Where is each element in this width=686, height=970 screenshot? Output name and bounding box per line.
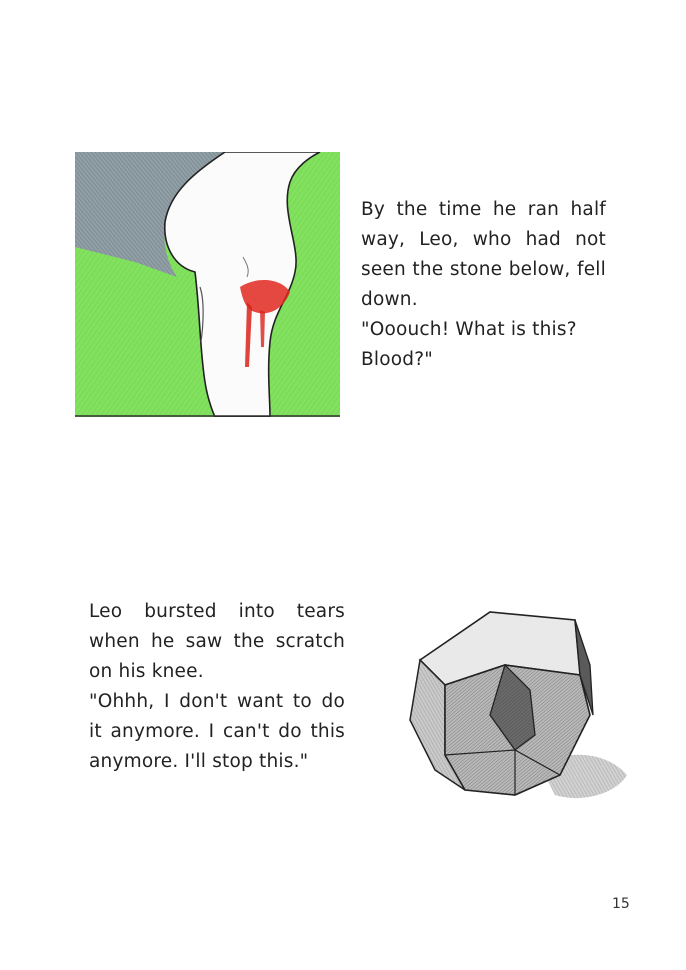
paragraph-2-line: anymore. I'll stop this."	[89, 751, 309, 772]
page-number: 15	[612, 896, 630, 912]
paragraph-1-line: seen the stone below, fell	[361, 259, 606, 280]
paragraph-2-line: on his knee.	[89, 661, 204, 682]
paragraph-1-line: down.	[361, 289, 418, 310]
paragraph-1-line: Blood?"	[361, 349, 433, 370]
paragraph-2-line: when he saw the scratch	[89, 631, 345, 652]
paragraph-1-line: "Ooouch! What is this?	[361, 319, 577, 340]
stone-drawing	[365, 555, 635, 820]
paragraph-2-line: "Ohhh, I don't want to do	[89, 691, 345, 712]
paragraph-1	[361, 195, 606, 375]
paragraph-2	[89, 597, 345, 777]
bleeding-knee-drawing	[75, 152, 340, 417]
paragraph-2-line: it anymore. I can't do this	[89, 721, 345, 742]
knee-illustration	[75, 152, 340, 417]
paragraph-1-line: way, Leo, who had not	[361, 229, 606, 250]
paragraph-1-line: By the time he ran half	[361, 199, 606, 220]
paragraph-2-line: Leo bursted into tears	[89, 601, 345, 622]
rock-illustration	[365, 555, 635, 820]
